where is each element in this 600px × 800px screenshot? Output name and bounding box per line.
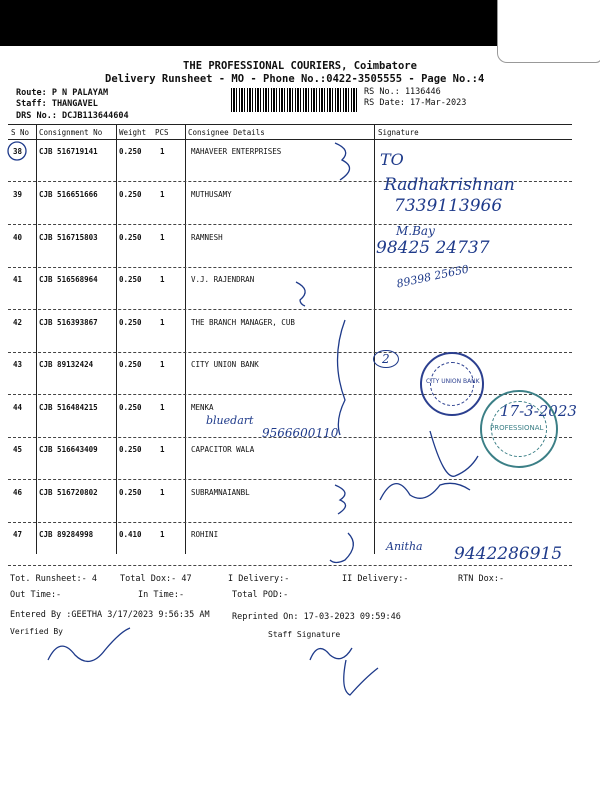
handwritten-note: 9566600110 [262, 426, 339, 440]
col-header-consignee: Consignee Details [188, 128, 265, 137]
row-consignment: CJB 516393867 [39, 318, 98, 327]
entered-by: Entered By :GEETHA 3/17/2023 9:56:35 AM [10, 610, 210, 620]
row-weight: 0.250 [119, 275, 142, 284]
row-consignment: CJB 516719141 [39, 147, 98, 156]
route-label: Route: P N PALAYAM [16, 88, 109, 98]
col-header-sno: S No [11, 128, 30, 137]
handwritten-note: bluedart [206, 414, 254, 427]
rs-date: RS Date: 17-Mar-2023 [364, 98, 467, 108]
row-weight: 0.250 [119, 318, 142, 327]
courier-stamp [480, 390, 558, 468]
row-consignment: CJB 89284998 [39, 530, 94, 539]
row-consignee: CITY UNION BANK [191, 360, 259, 369]
row-weight: 0.250 [119, 190, 142, 199]
col-header-pcs: PCS [155, 128, 169, 137]
col-header-weight: Weight [119, 128, 147, 137]
row-sno: 47 [13, 530, 23, 539]
row-pcs: 1 [160, 190, 165, 199]
row-weight: 0.250 [119, 147, 142, 156]
row-consignee: SUBRAMNAIANBL [191, 488, 250, 497]
row-consignment: CJB 516568964 [39, 275, 98, 284]
row-sno: 40 [13, 233, 23, 242]
row-sno: 44 [13, 403, 23, 412]
row-consignee: RAMNESH [191, 233, 223, 242]
sno-circle-mark [8, 142, 26, 160]
row-pcs: 1 [160, 445, 165, 454]
staff-signature [310, 648, 378, 695]
row-weight: 0.250 [119, 403, 142, 412]
signature-text: 9442286915 [454, 544, 563, 564]
row-weight: 0.250 [119, 233, 142, 242]
total-pod: Total POD:- [232, 590, 289, 600]
total-dox: Total Dox:- 47 [120, 574, 192, 584]
verified-by-label: Verified By [10, 627, 63, 636]
row-weight: 0.250 [119, 360, 142, 369]
row-sno: 39 [13, 190, 23, 199]
row-consignee: THE BRANCH MANAGER, CUB [191, 318, 295, 327]
row-pcs: 1 [160, 318, 165, 327]
signature-text: 89398 25650 [395, 262, 471, 291]
row-consignment: CJB 89132424 [39, 360, 94, 369]
row-pcs: 1 [160, 147, 165, 156]
reprinted-on: Reprinted On: 17-03-2023 09:59:46 [232, 612, 401, 622]
row-pcs: 1 [160, 488, 165, 497]
brace-mark [338, 320, 346, 435]
drs-number: DRS No.: DCJB113644604 [16, 111, 129, 121]
handwritten-date: 17-3-2023 [500, 402, 577, 420]
signature-scribble [380, 483, 470, 500]
row-consignee: MENKA [191, 403, 214, 412]
i-delivery: I Delivery:- [228, 574, 290, 584]
row-pcs: 1 [160, 233, 165, 242]
signature-text: Anitha [386, 540, 423, 553]
row-sno: 38 [13, 147, 23, 156]
rtn-dox: RTN Dox:- [458, 574, 505, 584]
row-pcs: 1 [160, 275, 165, 284]
signature-text: 98425 24737 [376, 238, 490, 258]
out-time: Out Time:- [10, 590, 62, 600]
row-sno: 43 [13, 360, 23, 369]
row-weight: 0.250 [119, 445, 142, 454]
row-consignee: ROHINI [191, 530, 219, 539]
signature-text: TO [380, 150, 404, 169]
staff-label: Staff: THANGAVEL [16, 99, 98, 109]
row-weight: 0.250 [119, 488, 142, 497]
row-consignee: MAHAVEER ENTERPRISES [191, 147, 282, 156]
stamp-text: CITY UNION BANK [426, 378, 480, 385]
company-title: THE PROFESSIONAL COURIERS, Coimbatore [183, 60, 417, 72]
signature-text: 2 [373, 350, 399, 368]
bank-stamp [420, 352, 484, 416]
in-time: In Time:- [138, 590, 185, 600]
brace-mark [335, 485, 346, 514]
col-header-signature: Signature [378, 128, 419, 137]
brace-mark [296, 282, 305, 306]
rs-number: RS No.: 1136446 [364, 87, 441, 97]
row-consignee: V.J. RAJENDRAN [191, 275, 255, 284]
row-sno: 41 [13, 275, 23, 284]
row-consignee: CAPACITOR WALA [191, 445, 255, 454]
row-sno: 42 [13, 318, 23, 327]
row-pcs: 1 [160, 403, 165, 412]
row-consignment: CJB 516715803 [39, 233, 98, 242]
row-sno: 45 [13, 445, 23, 454]
brace-mark [330, 533, 353, 563]
row-weight: 0.410 [119, 530, 142, 539]
row-consignment: CJB 516651666 [39, 190, 98, 199]
signature-scribble [430, 431, 478, 476]
total-runsheet: Tot. Runsheet:- 4 [10, 574, 97, 584]
col-header-consignment: Consignment No [39, 128, 103, 137]
row-pcs: 1 [160, 530, 165, 539]
row-consignee: MUTHUSAMY [191, 190, 232, 199]
signature-text: M.Bay [396, 224, 435, 238]
row-consignment: CJB 516643409 [39, 445, 98, 454]
stamp-text: PROFESSIONAL [490, 424, 544, 432]
signature-text: Radhakrishnan [384, 175, 515, 195]
runsheet-subtitle: Delivery Runsheet - MO - Phone No.:0422-3505555 - Page No.:4 [105, 73, 485, 85]
signature-text: 7339113966 [394, 196, 503, 216]
brace-mark [335, 143, 350, 180]
row-pcs: 1 [160, 360, 165, 369]
staff-signature-label: Staff Signature [268, 630, 341, 639]
row-consignment: CJB 516720802 [39, 488, 98, 497]
row-sno: 46 [13, 488, 23, 497]
ii-delivery: II Delivery:- [342, 574, 409, 584]
row-consignment: CJB 516484215 [39, 403, 98, 412]
